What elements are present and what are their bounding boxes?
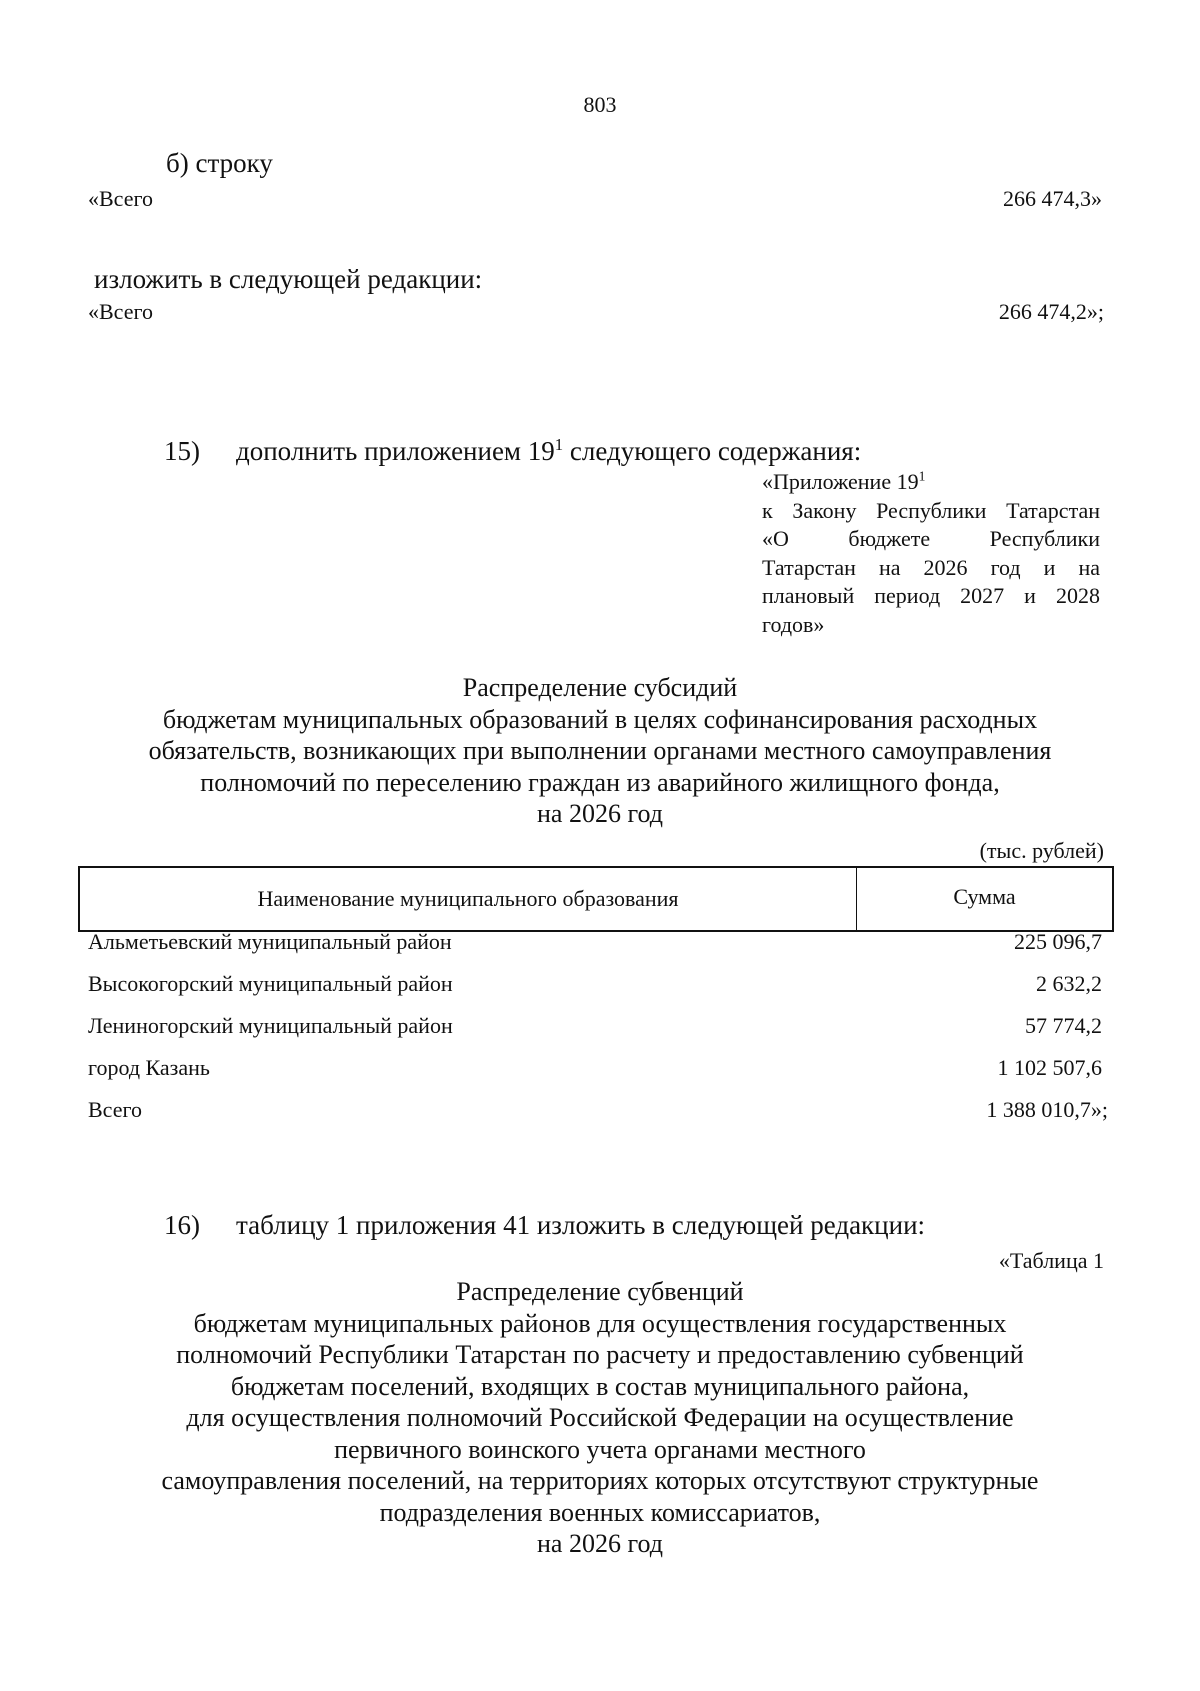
new-total-value: 266 474,2»; — [998, 299, 1104, 324]
row-value: 225 096,7 — [1014, 929, 1102, 954]
subvention-title: Распределение субвенций бюджетам муниципальных районов для осуществления государственных полномочий Республики Татарстан по расчету и предоставлению субвенций бюджетам поселений, входящих в состав муниципального района, для осуществления полномочий Российской Федерации на осуществление первичного воинского учета органами местного самоуправления поселений, на территориях которых отсутствуют структурные подразделения военных комиссариатов, на 2026 год — [161, 1277, 1039, 1558]
row-value: 1 388 010,7»; — [986, 1097, 1108, 1122]
old-total-value: 266 474,3» — [1003, 186, 1102, 211]
item-15-text: дополнить приложением $19^1$ следующего содержания: — [236, 435, 862, 466]
row-name: город Казань — [88, 1055, 210, 1080]
table-row — [78, 929, 1102, 959]
appendix-line: плановый период 2027 и 2028 — [762, 583, 1100, 608]
appendix-title: «Приложение $19^1$ — [762, 468, 926, 494]
appendix-line: Татарстан на 2026 год и на — [762, 554, 1100, 580]
appendix-line: годов» — [762, 611, 825, 637]
table-row-total — [78, 1097, 1108, 1127]
row-name: Высокогорский муниципальный район — [88, 971, 453, 996]
item-16-number: 16) — [164, 1210, 200, 1240]
table-1-label: «Таблица 1 — [998, 1248, 1104, 1273]
page-number: 803 — [583, 92, 617, 117]
appendix-reference — [762, 468, 1100, 639]
row-value: 1 102 507,6 — [997, 1055, 1102, 1080]
row-name: Альметьевский муниципальный район — [88, 929, 452, 954]
subsidy-title: Распределение субсидий бюджетам муниципальных образований в целях софинансирования расходных обязательств, возникающих при выполнении органами местного самоуправления полномочий по переселению граждан из аварийного жилищного фонда, на 2026 год — [148, 673, 1052, 828]
old-total-label: «Всего — [88, 186, 153, 211]
table-row — [78, 1055, 1102, 1085]
section-b-label: б) строку — [166, 148, 273, 178]
appendix-line: к Закону Республики Татарстан — [762, 497, 1100, 523]
instruction-text: изложить в следующей редакции: — [94, 264, 483, 294]
row-name: Всего — [88, 1097, 142, 1122]
new-total-label: «Всего — [88, 299, 153, 324]
table-row — [78, 971, 1102, 1001]
column-header-sum: Сумма — [953, 884, 1016, 909]
item-16-text: таблицу 1 приложения 41 изложить в следующей редакции: — [236, 1210, 926, 1240]
table-row — [78, 1013, 1102, 1043]
row-value: 57 774,2 — [1025, 1013, 1102, 1038]
column-header-name: Наименование муниципального образования — [80, 868, 857, 930]
units-label: (тыс. рублей) — [979, 838, 1104, 863]
subsidy-table-header — [78, 866, 1114, 932]
appendix-line: «О бюджете Республики — [762, 526, 1100, 551]
item-15-number: 15) — [164, 436, 200, 466]
row-value: 2 632,2 — [1036, 971, 1102, 996]
row-name: Лениногорский муниципальный район — [88, 1013, 453, 1038]
